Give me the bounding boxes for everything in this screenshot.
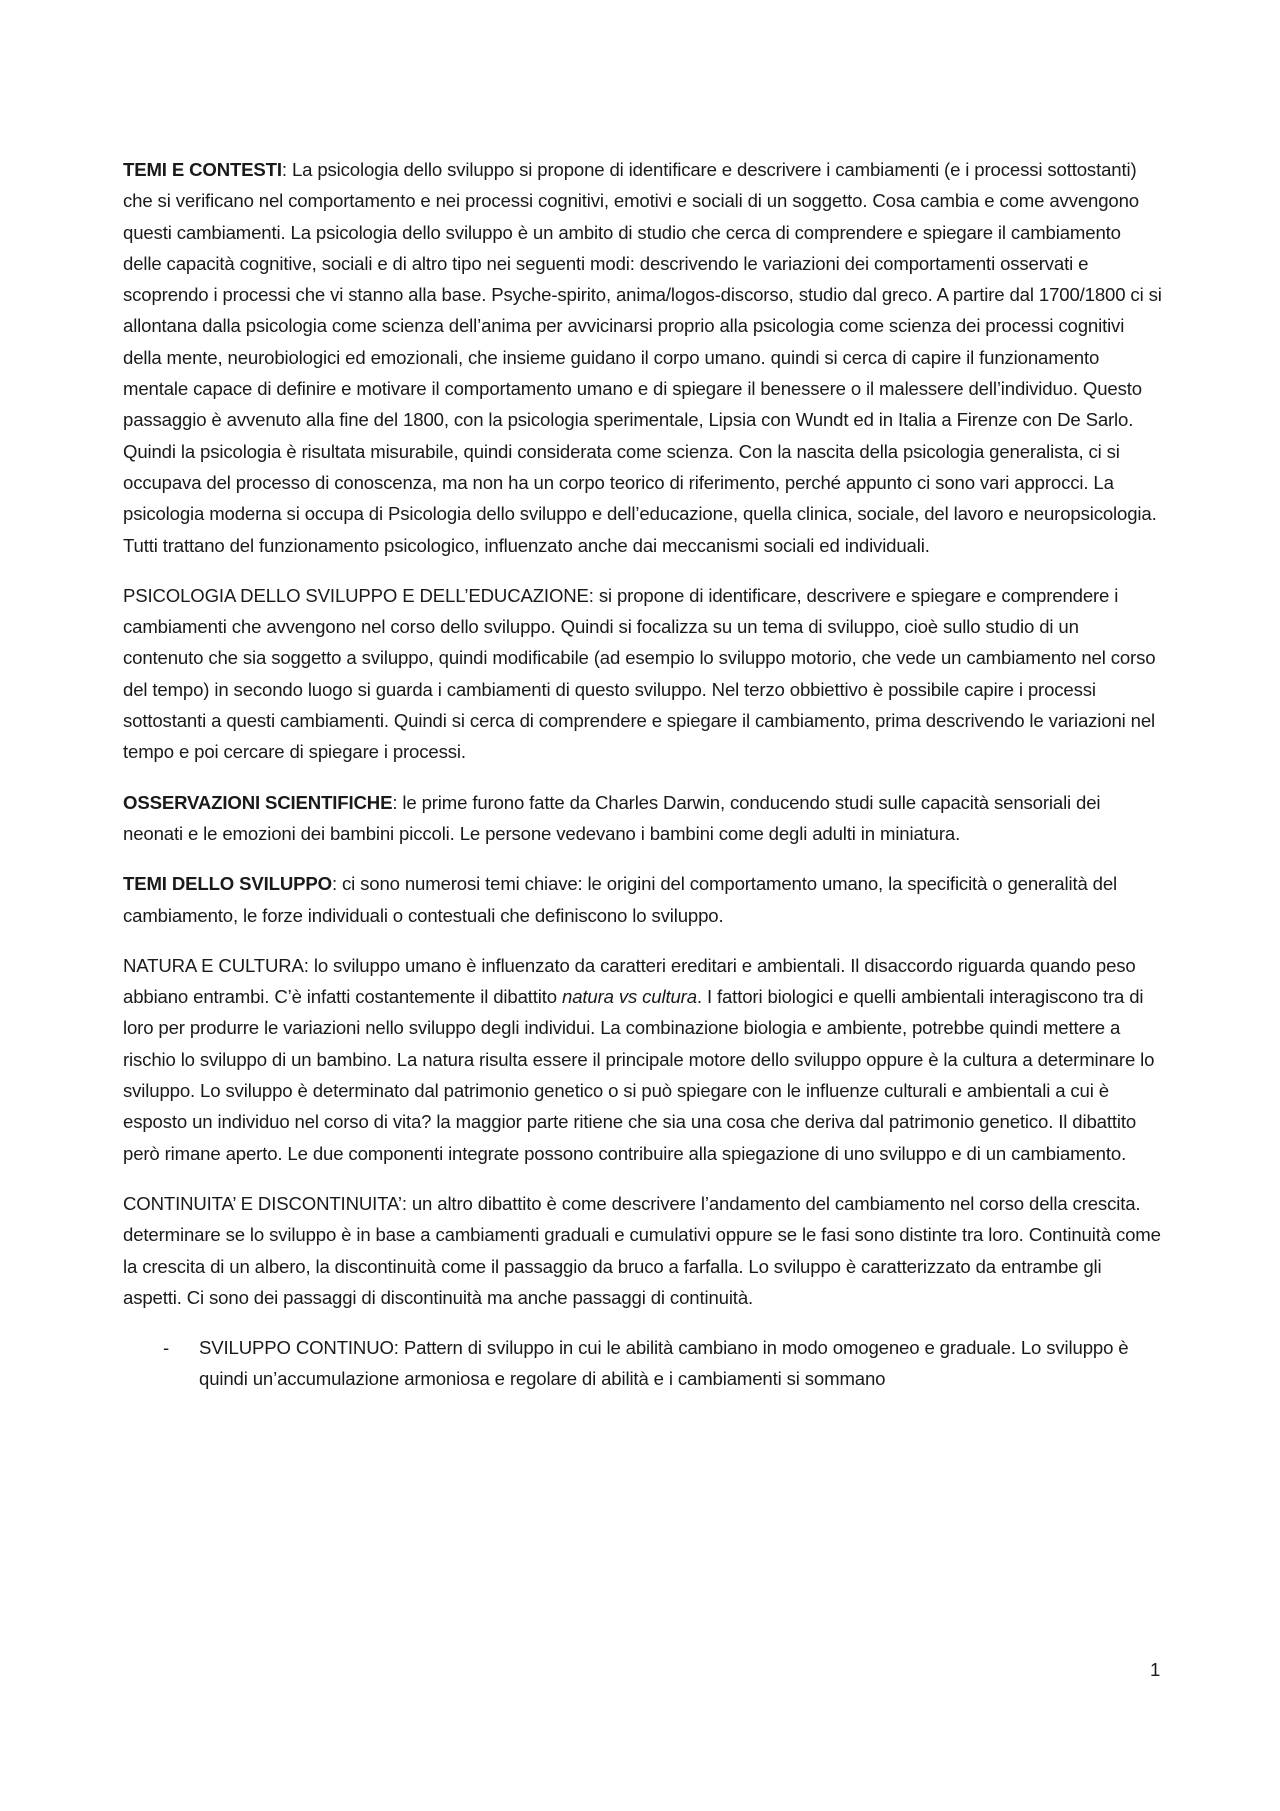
paragraph-osservazioni-scientifiche	[123, 787, 1163, 850]
paragraph-continuita-discontinuita	[123, 1188, 1163, 1313]
paragraph-temi-e-contesti	[123, 154, 1163, 561]
paragraph-text: : La psicologia dello sviluppo si propone di identificare e descrivere i cambiamenti (e i processi sottostanti) che si verificano nel comportamento e nei processi cognitivi, emotivi e sociali di un soggetto. Cosa cambia e come avvengono questi cambiamenti. La psicologia dello sviluppo è un ambito di studio che cerca di comprendere e spiegare il cambiamento delle capacità cognitive, sociali e di altro tipo nei seguenti modi: descrivendo le variazioni dei comportamenti osservati e scoprendo i processi che vi stanno alla base. Psyche-spirito, anima/logos-discorso, studio dal greco. A partire dal 1700/1800 ci si allontana dalla psicologia come scienza dell’anima per avvicinarsi proprio alla psicologia come scienza dei processi cognitivi della mente, neurobiologici ed emozionali, che insieme guidano il corpo umano. quindi si cerca di capire il funzionamento mentale capace di definire e motivare il comportamento umano e di spiegare il benessere o il malessere dell’individuo. Questo passaggio è avvenuto alla fine del 1800, con la psicologia sperimentale, Lipsia con Wundt ed in Italia a Firenze con De Sarlo. Quindi la psicologia è risultata misurabile, quindi considerata come scienza. Con la nascita della psicologia generalista, ci si occupava del processo di conoscenza, ma non ha un corpo teorico di riferimento, perché appunto ci sono vari approcci. La psicologia moderna si occupa di Psicologia dello sviluppo e dell’educazione, quella clinica, sociale, del lavoro e neuropsicologia. Tutti trattano del funzionamento psicologico, influenzato anche dai meccanismi sociali ed individuali.	[123, 159, 1162, 556]
heading-temi-e-contesti: TEMI E CONTESTI	[123, 159, 282, 180]
paragraph-natura-e-cultura	[123, 950, 1163, 1169]
paragraph-psicologia-sviluppo-educazione	[123, 580, 1163, 768]
bullet-list	[123, 1332, 1163, 1395]
paragraph-text: : ci sono numerosi temi chiave: le origini del comportamento umano, la specificità o generalità del cambiamento, le forze individuali o contestuali che definiscono lo sviluppo.	[123, 873, 1118, 926]
paragraph-text: . I fattori biologici e quelli ambientali interagiscono tra di loro per produrre le variazioni nello sviluppo degli individui. La combinazione biologia e ambiente, potrebbe quindi mettere a rischio lo sviluppo di un bambino. La natura risulta essere il principale motore dello sviluppo oppure è la cultura a determinare lo sviluppo. Lo sviluppo è determinato dal patrimonio genetico o si può spiegare con le influenze culturali e ambientali a cui è esposto un individuo nel corso di vita? la maggior parte ritiene che sia una cosa che deriva dal patrimonio genetico. Il dibattito però rimane aperto. Le due componenti integrate possono contribuire alla spiegazione di uno sviluppo e di un cambiamento.	[123, 986, 1155, 1164]
page-number: 1	[1150, 1659, 1161, 1680]
paragraph-text: : le prime furono fatte da Charles Darwin, conducendo studi sulle capacità sensoriali dei neonati e le emozioni dei bambini piccoli. Le persone vedevano i bambini come degli adulti in miniatura.	[123, 791, 1101, 844]
document-body	[123, 154, 1163, 1395]
italic-phrase: natura vs cultura	[562, 986, 697, 1008]
paragraph-text: CONTINUITA’ E DISCONTINUITA’: un altro dibattito è come descrivere l’andamento del cambiamento nel corso della crescita. determinare se lo sviluppo è in base a cambiamenti graduali e cumulativi oppure se le fasi sono distinte tra loro. Continuità come la crescita di un albero, la discontinuità come il passaggio da bruco a farfalla. Lo sviluppo è caratterizzato da entrambe gli aspetti. Ci sono dei passaggi di discontinuità ma anche passaggi di continuità.	[123, 1192, 1161, 1308]
paragraph-temi-dello-sviluppo	[123, 868, 1163, 931]
list-item	[123, 1332, 1163, 1395]
list-item-text: SVILUPPO CONTINUO: Pattern di sviluppo in cui le abilità cambiano in modo omogeneo e graduale. Lo sviluppo è quindi un’accumulazione armoniosa e regolare di abilità e i cambiamenti si sommano	[199, 1337, 1129, 1390]
paragraph-text: NATURA E CULTURA: lo sviluppo umano è influenzato da caratteri ereditari e ambientali. Il disaccordo riguarda quando peso abbiano entrambi. C’è infatti costantemente il dibattito	[123, 954, 1136, 1008]
heading-temi-dello-sviluppo: TEMI DELLO SVILUPPO	[123, 873, 332, 895]
paragraph-text: PSICOLOGIA DELLO SVILUPPO E DELL’EDUCAZIONE: si propone di identificare, descrivere e spiegare e comprendere i cambiamenti che avvengono nel corso dello sviluppo. Quindi si focalizza su un tema di sviluppo, cioè sullo studio di un contenuto che sia soggetto a sviluppo, quindi modificabile (ad esempio lo sviluppo motorio, che vede un cambiamento nel corso del tempo) in secondo luogo si guarda i cambiamenti di questo sviluppo. Nel terzo obbiettivo è possibile capire i processi sottostanti a questi cambiamenti. Quindi si cerca di comprendere e spiegare il cambiamento, prima descrivendo le variazioni nel tempo e poi cercare di spiegare i processi.	[123, 584, 1156, 763]
heading-osservazioni-scientifiche: OSSERVAZIONI SCIENTIFICHE	[123, 791, 393, 813]
dash-bullet: -	[163, 1337, 170, 1359]
